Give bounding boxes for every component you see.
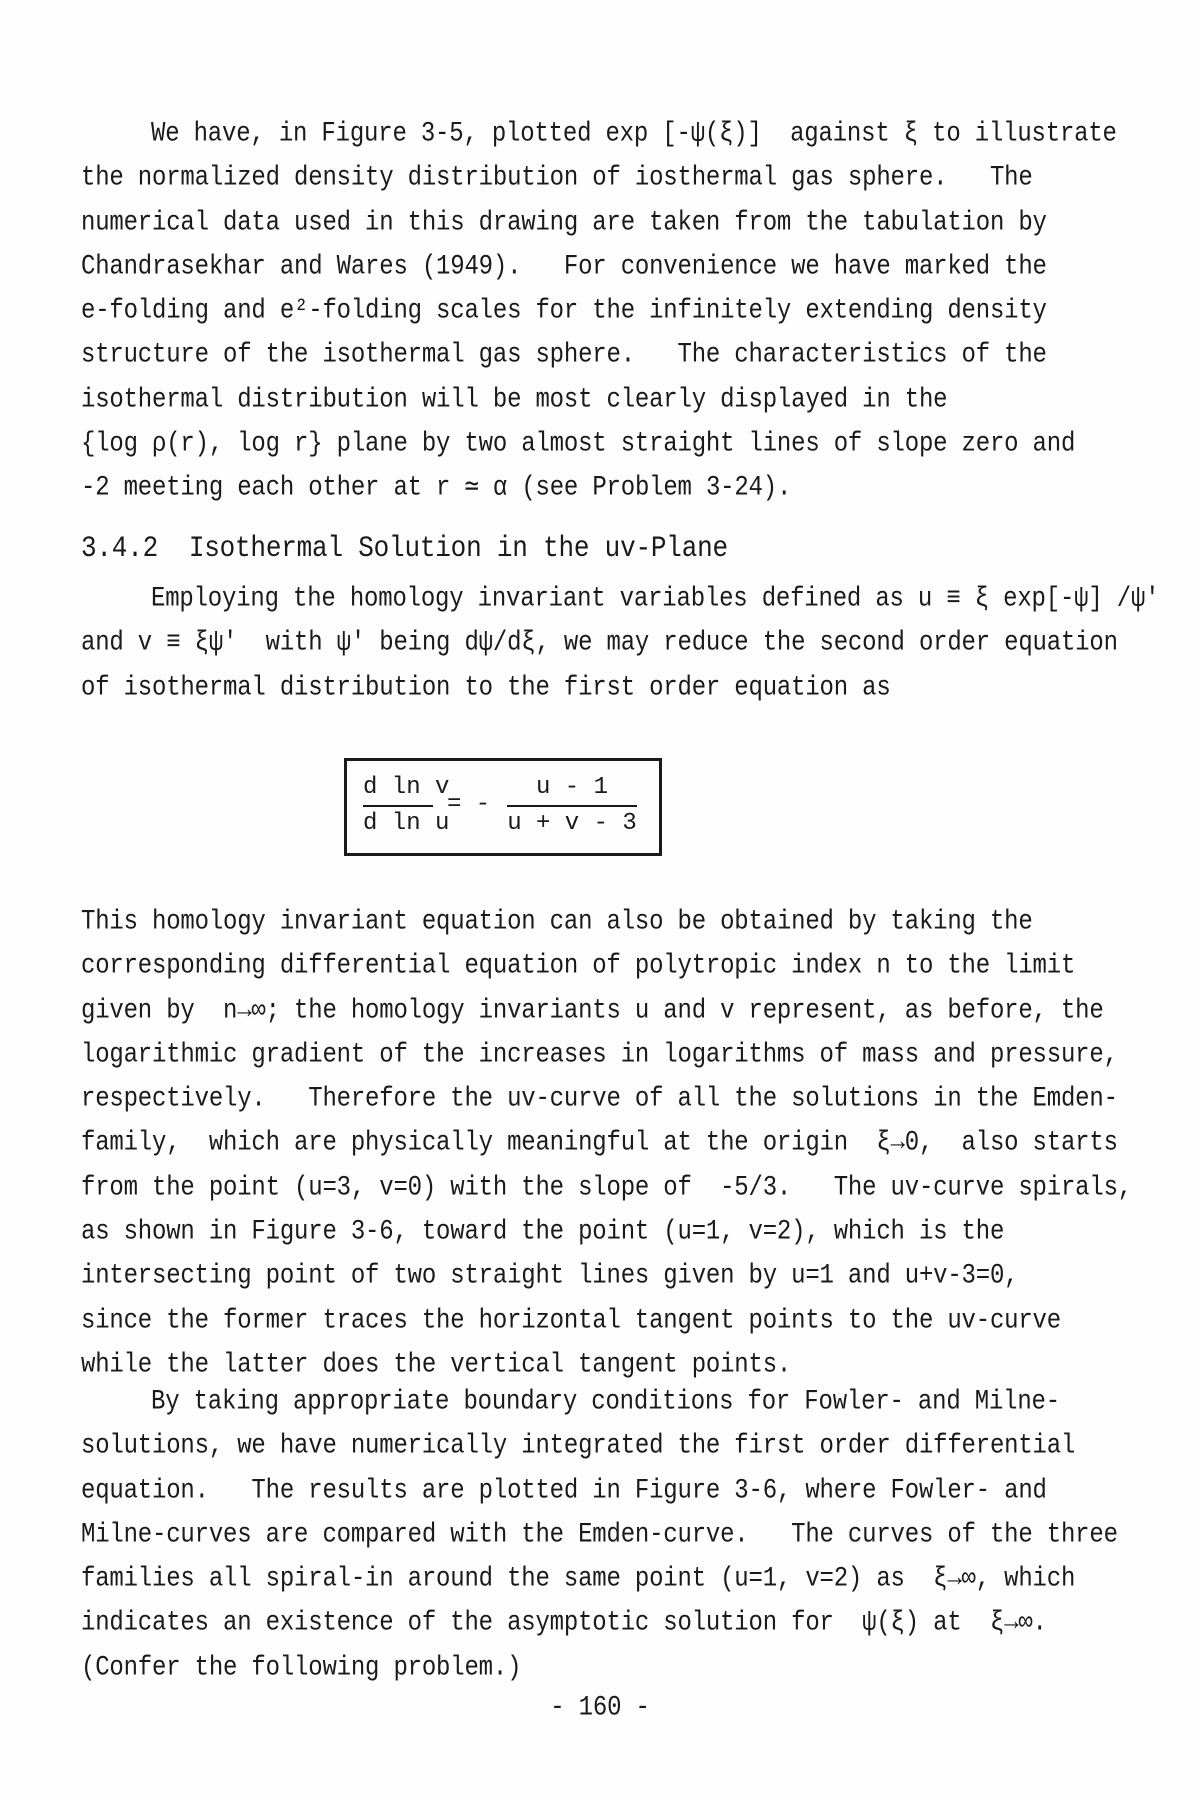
- text-line: This homology invariant equation can also be obtained by taking the: [81, 906, 1033, 938]
- paragraph-fowler-milne: [81, 1381, 1141, 1691]
- text-line: logarithmic gradient of the increases in logarithms of mass and pressure,: [81, 1039, 1118, 1071]
- text-line: We have, in Figure 3-5, plotted exp [-ψ(ξ)] against ξ to illustrate: [151, 118, 1117, 150]
- text-line: and v ≡ ξψ' with ψ' being dψ/dξ, we may reduce the second order equation: [81, 628, 1118, 660]
- page-number: - 160 -: [550, 1692, 650, 1724]
- text-line: {log ρ(r), log r} plane by two almost straight lines of slope zero and: [81, 428, 1076, 461]
- text-line: Milne-curves are compared with the Emden-curve. The curves of the three: [81, 1519, 1118, 1551]
- section-heading: 3.4.2 Isothermal Solution in the uv-Plane: [81, 530, 728, 566]
- fraction-bar: [507, 805, 637, 807]
- text-line: family, which are physically meaningful at the origin ξ→0, also starts: [81, 1128, 1118, 1160]
- fraction-bar: [363, 805, 433, 807]
- text-line: of isothermal distribution to the first order equation as: [81, 672, 891, 704]
- text-line: from the point (u=3, v=0) with the slope of -5/3. The uv-curve spirals,: [81, 1172, 1132, 1204]
- paragraph-homology-equation: [81, 901, 1141, 1388]
- text-line: while the latter does the vertical tangent points.: [81, 1349, 792, 1381]
- numerator: u - 1: [535, 774, 608, 801]
- text-line: Chandrasekhar and Wares (1949). For convenience we have marked the: [81, 251, 1047, 283]
- paragraph-figure-3-5: [81, 113, 1141, 512]
- denominator: u + v - 3: [507, 810, 637, 837]
- text-line: as shown in Figure 3-6, toward the point (u=1, v=2), which is the: [81, 1216, 1005, 1249]
- text-line: e-folding and e²-folding scales for the infinitely extending density: [81, 296, 1047, 328]
- text-line: given by n→∞; the homology invariants u and v represent, as before, the: [81, 995, 1104, 1027]
- text-line: solutions, we have numerically integrated the first order differential: [81, 1431, 1076, 1463]
- text-line: isothermal distribution will be most clearly displayed in the: [81, 384, 948, 416]
- text-line: intersecting point of two straight lines given by u=1 and u+v-3=0,: [81, 1261, 1019, 1293]
- boxed-equation: [344, 758, 662, 856]
- denominator: d ln u: [363, 810, 450, 837]
- equals-minus-sign: = -: [447, 791, 491, 818]
- text-line: equation. The results are plotted in Figure 3-6, where Fowler- and: [81, 1475, 1047, 1507]
- text-line: numerical data used in this drawing are taken from the tabulation by: [81, 207, 1047, 239]
- text-line: By taking appropriate boundary conditions for Fowler- and Milne-: [151, 1386, 1060, 1418]
- text-line: since the former traces the horizontal tangent points to the uv-curve: [81, 1305, 1061, 1337]
- text-line: (Confer the following problem.): [81, 1652, 522, 1684]
- paragraph-homology-variables: [81, 578, 1160, 711]
- fraction-u-minus-1: [507, 773, 637, 839]
- numerator: d ln v: [363, 774, 450, 801]
- text-line: the normalized density distribution of iosthermal gas sphere. The: [81, 163, 1033, 195]
- text-line: families all spiral-in around the same point (u=1, v=2) as ξ→∞, which: [81, 1564, 1076, 1596]
- fraction-dlnv-dlnu: [363, 773, 450, 839]
- text-line: respectively. Therefore the uv-curve of all the solutions in the Emden-: [81, 1084, 1118, 1116]
- text-line: indicates an existence of the asymptotic solution for ψ(ξ) at ξ→∞.: [81, 1608, 1047, 1640]
- text-line: structure of the isothermal gas sphere. The characteristics of the: [81, 340, 1047, 372]
- text-line: corresponding differential equation of polytropic index n to the limit: [81, 951, 1076, 983]
- text-line: -2 meeting each other at r ≃ α (see Problem 3-24).: [81, 473, 792, 505]
- text-line: Employing the homology invariant variables defined as u ≡ ξ exp[-ψ] /ψ': [151, 583, 1160, 615]
